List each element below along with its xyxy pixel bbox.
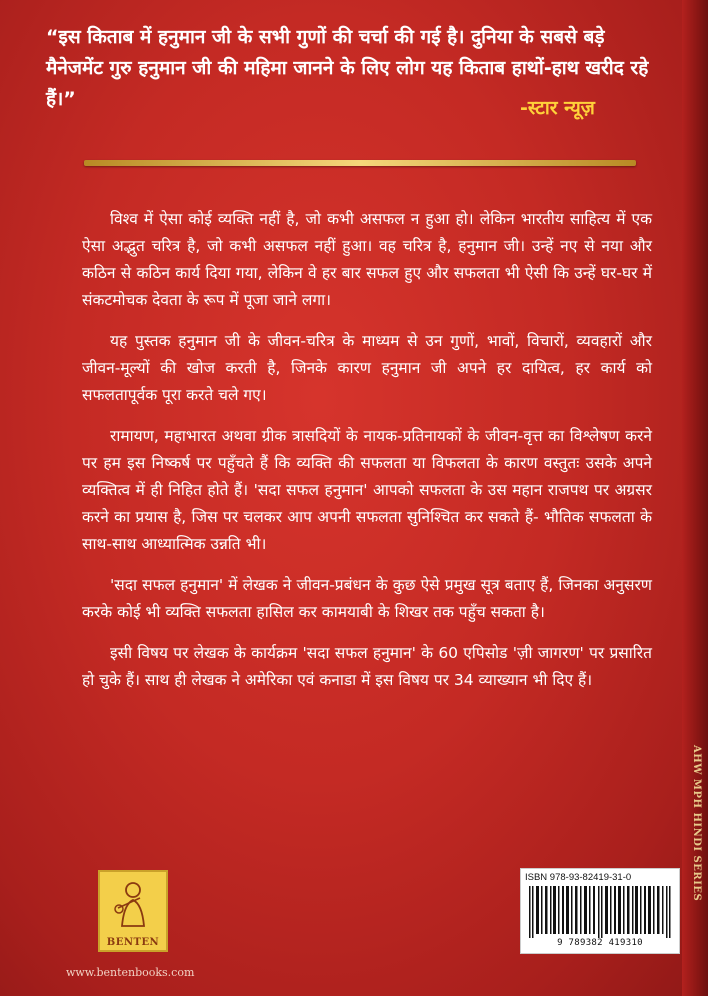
- barcode-bars: [529, 886, 671, 938]
- barcode-number: 9 789382 419310: [557, 938, 643, 948]
- isbn-label: ISBN 978-93-82419-31-0: [525, 872, 632, 883]
- blurb-paragraph: विश्व में ऐसा कोई व्यक्ति नहीं है, जो कभी असफल न हुआ हो। लेकिन भारतीय साहित्य में एक ऐसा अद्भुत चरित्र है, जो कभी असफल नहीं हुआ। वह चरित्र है, हनुमान जी। उन्हें नए से नया और कठिन से कठिन कार्य दिया गया, लेकिन वे हर बार सफल हुए और सफलता भी ऐसी कि उन्हें घर-घर में संकटमोचक देवता के रूप में पूजा जाने लगा।: [82, 210, 652, 309]
- publisher-logo: [98, 870, 168, 952]
- barcode: [520, 868, 680, 954]
- gold-divider: [84, 160, 636, 166]
- sage-figure-icon: [110, 878, 156, 930]
- publisher-website: www.bentenbooks.com: [66, 966, 195, 979]
- review-quote: “इस किताब में हनुमान जी के सभी गुणों की चर्चा की गई है। दुनिया के सबसे बड़े मैनेजमेंट गुरु हनुमान जी की महिमा जानने के लिए लोग यह किताब हाथों-हाथ खरीद रहे हैं।”: [46, 26, 649, 110]
- blurb-paragraph: यह पुस्तक हनुमान जी के जीवन-चरित्र के माध्यम से उन गुणों, भावों, विचारों, व्यवहारों और जीवन-मूल्यों की खोज करती है, जिनके कारण हनुमान जी अपने हर दायित्व, हर कार्य को सफलतापूर्वक पूरा करते चले गए।: [82, 332, 652, 404]
- quote-source: -स्टार न्यूज़: [520, 97, 595, 119]
- blurb-paragraph: रामायण, महाभारत अथवा ग्रीक त्रासदियों के नायक-प्रतिनायकों के जीवन-वृत्त का विश्लेषण करने पर हम इस निष्कर्ष पर पहुँचते हैं कि व्यक्ति की सफलता या विफलता के कारण वस्तुतः उसके अपने व्यक्तित्व में ही निहित होते हैं। 'सदा सफल हनुमान' आपको सफलता के उस महान राजपथ पर अग्रसर करने का प्रयास है, जिस पर चलकर आप अपनी सफलता सुनिश्चित कर सकते हैं- भौतिक सफलता के साथ-साथ आध्यात्मिक उन्नति भी।: [82, 427, 652, 553]
- blurb-paragraph: 'सदा सफल हनुमान' में लेखक ने जीवन-प्रबंधन के कुछ ऐसे प्रमुख सूत्र बताए हैं, जिनका अनुसरण करके कोई भी व्यक्ति सफलता हासिल कर कामयाबी के शिखर तक पहुँच सकता है।: [82, 576, 652, 621]
- publisher-logo-text: BENTEN: [106, 937, 160, 948]
- series-label: AHW MPH HINDI SERIES: [691, 745, 702, 902]
- blurb-paragraph: इसी विषय पर लेखक के कार्यक्रम 'सदा सफल हनुमान' के 60 एपिसोड 'ज़ी जागरण' पर प्रसारित हो चुके हैं। साथ ही लेखक ने अमेरिका एवं कनाडा में इस विषय पर 34 व्याख्यान भी दिए हैं।: [82, 644, 652, 689]
- blurb: [82, 206, 652, 708]
